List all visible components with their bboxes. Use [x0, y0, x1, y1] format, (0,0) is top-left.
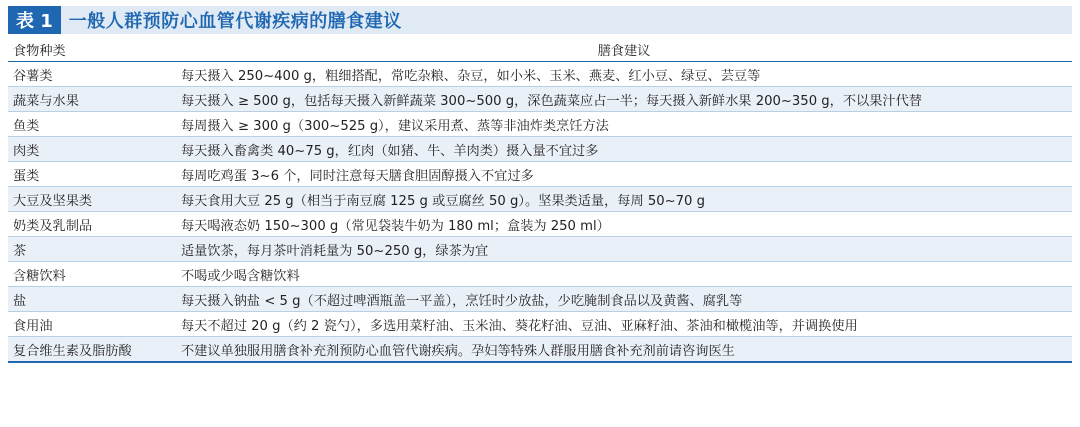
food-category-cell: 蛋类 [8, 162, 176, 187]
food-category-cell: 盐 [8, 287, 176, 312]
food-category-cell: 茶 [8, 237, 176, 262]
table-row [8, 312, 1072, 337]
food-category-cell: 含糖饮料 [8, 262, 176, 287]
table-title: 一般人群预防心血管代谢疾病的膳食建议 [68, 11, 402, 32]
table-row [8, 287, 1072, 312]
diet-advice-cell: 每周吃鸡蛋 3~6 个，同时注意每天膳食胆固醇摄入不宜过多 [176, 162, 1072, 187]
table-row [8, 337, 1072, 363]
table-row [8, 237, 1072, 262]
table-header-row [8, 37, 1072, 62]
food-category-cell: 蔬菜与水果 [8, 87, 176, 112]
diet-advice-cell: 不建议单独服用膳食补充剂预防心血管代谢疾病。孕妇等特殊人群服用膳食补充剂前请咨询医生 [176, 337, 1072, 363]
food-category-cell: 食用油 [8, 312, 176, 337]
food-category-cell: 鱼类 [8, 112, 176, 137]
diet-advice-cell: 每天摄入钠盐 < 5 g（不超过啤酒瓶盖一平盖），烹饪时少放盐，少吃腌制食品以及黄酱、腐乳等 [176, 287, 1072, 312]
table-row [8, 137, 1072, 162]
food-category-cell: 谷薯类 [8, 62, 176, 87]
table-number-tag: 表 1 [8, 6, 61, 34]
food-category-cell: 肉类 [8, 137, 176, 162]
diet-advice-cell: 每天摄入 ≥ 500 g，包括每天摄入新鲜蔬菜 300~500 g，深色蔬菜应占一半；每天摄入新鲜水果 200~350 g，不以果汁代替 [176, 87, 1072, 112]
diet-advice-cell: 适量饮茶，每月茶叶消耗量为 50~250 g，绿茶为宜 [176, 237, 1072, 262]
diet-advice-cell: 每天摄入 250~400 g，粗细搭配，常吃杂粮、杂豆，如小米、玉米、燕麦、红小豆、绿豆、芸豆等 [176, 62, 1072, 87]
table-row [8, 212, 1072, 237]
food-category-cell: 复合维生素及脂肪酸 [8, 337, 176, 363]
diet-advice-cell: 不喝或少喝含糖饮料 [176, 262, 1072, 287]
table-row [8, 162, 1072, 187]
diet-advice-cell: 每周摄入 ≥ 300 g（300~525 g），建议采用煮、蒸等非油炸类烹饪方法 [176, 112, 1072, 137]
food-category-cell: 奶类及乳制品 [8, 212, 176, 237]
table-row [8, 262, 1072, 287]
table-row [8, 62, 1072, 87]
diet-advice-cell: 每天喝液态奶 150~300 g（常见袋装牛奶为 180 ml；盒装为 250 ml） [176, 212, 1072, 237]
food-category-cell: 大豆及坚果类 [8, 187, 176, 212]
table-row [8, 87, 1072, 112]
header-food-category: 食物种类 [8, 37, 176, 62]
table-title-bar [8, 6, 1072, 34]
diet-advice-cell: 每天不超过 20 g（约 2 瓷勺），多选用菜籽油、玉米油、葵花籽油、豆油、亚麻籽油、茶油和橄榄油等，并调换使用 [176, 312, 1072, 337]
table-row [8, 112, 1072, 137]
table-row [8, 187, 1072, 212]
header-diet-advice: 膳食建议 [176, 37, 1072, 62]
diet-advice-cell: 每天食用大豆 25 g（相当于南豆腐 125 g 或豆腐丝 50 g）。坚果类适量，每周 50~70 g [176, 187, 1072, 212]
diet-recommendation-table [8, 37, 1072, 363]
diet-advice-cell: 每天摄入畜禽类 40~75 g，红肉（如猪、牛、羊肉类）摄入量不宜过多 [176, 137, 1072, 162]
